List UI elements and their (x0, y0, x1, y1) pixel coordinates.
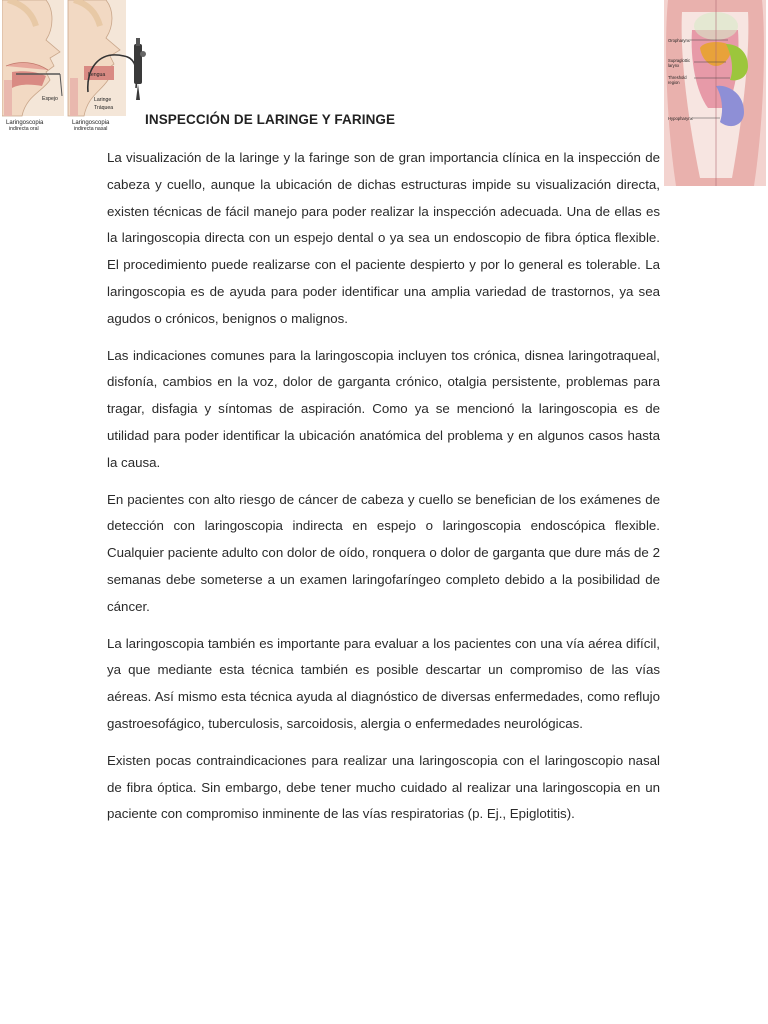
label-lengua: Lengua (88, 72, 106, 78)
pharynx-regions-illustration (664, 0, 766, 186)
label-oropharynx: Oropharynx (668, 38, 690, 43)
label-laringe: Laringe (94, 97, 112, 103)
caption-nasal-line1: Laringoscopia (72, 120, 110, 126)
label-supraglottic-line2: larynx (668, 63, 680, 68)
endoscope-icon (134, 38, 146, 100)
label-hypopharynx: Hypopharynx (668, 116, 693, 121)
label-espejo: Espejo (42, 96, 58, 102)
paragraph: La visualización de la laringe y la faringe son de gran importancia clínica en la inspección de cabeza y cuello, aunque la ubicación de dichas estructuras impide su visualización directa, existen técnicas de fácil manejo para poder realizar la inspección adecuada. Una de ellas es la laringoscopia directa con un espejo dental o ya sea un endoscopio de fibra óptica flexible. El procedimiento puede realizarse con el paciente despierto y por lo general es tolerable. La laringoscopia es de ayuda para poder identificar una amplia variedad de trastornos, ya sea agudos o crónicos, benignos o malignos. (107, 150, 660, 326)
laryngoscopy-illustration (2, 0, 152, 138)
document-title: INSPECCIÓN DE LARINGE Y FARINGE (145, 112, 396, 127)
paragraph: Existen pocas contraindicaciones para realizar una laringoscopia con el laringoscopio nasal de fibra óptica. Sin embargo, debe tener mucho cuidado al realizar una laringoscopia en un paciente con compromiso inminente de las vías respiratorias (p. Ej., Epiglotitis). (107, 752, 660, 822)
caption-oral-line1: Laringoscopia (6, 120, 44, 126)
label-threshold-line2: region (668, 80, 680, 85)
caption-nasal-line2: indirecta nasal (74, 126, 108, 132)
paragraph: En pacientes con alto riesgo de cáncer de cabeza y cuello se benefician de los exámenes de detección con laringoscopia indirecta en espejo o laringoscopia endoscópica flexible. Cualquier paciente adulto con dolor de oído, ronquera o dolor de garganta que dure más de 2 semanas debe someterse a un examen laringofaríngeo completo debido a la posibilidad de cáncer. (107, 491, 660, 614)
paragraph: La laringoscopia también es importante para evaluar a los pacientes con una vía aérea difícil, ya que mediante esta técnica también es posible descartar un compromiso de las vías aéreas. Así mismo esta técnica ayuda al diagnóstico de diversas enfermedades, como reflujo gastroesofágico, tuberculosis, sarcoidosis, alergia o enfermedades neurológicas. (107, 635, 660, 731)
label-traquea: Tráquea (94, 105, 114, 111)
document-body (107, 145, 660, 838)
paragraph: Las indicaciones comunes para la laringoscopia incluyen tos crónica, disnea laringotraqueal, disfonía, cambios en la voz, dolor de garganta crónico, otalgia persistente, problemas para tragar, disfagia y síntomas de aspiración. Como ya se mencionó la laringoscopia es de utilidad para poder identificar la ubicación anatómica del problema y en algunos casos hasta la causa. (107, 347, 660, 470)
caption-oral-line2: indirecta oral (9, 126, 39, 132)
label-threshold-line1: Threshold (668, 75, 687, 80)
label-supraglottic-line1: Supraglottic (668, 58, 691, 63)
